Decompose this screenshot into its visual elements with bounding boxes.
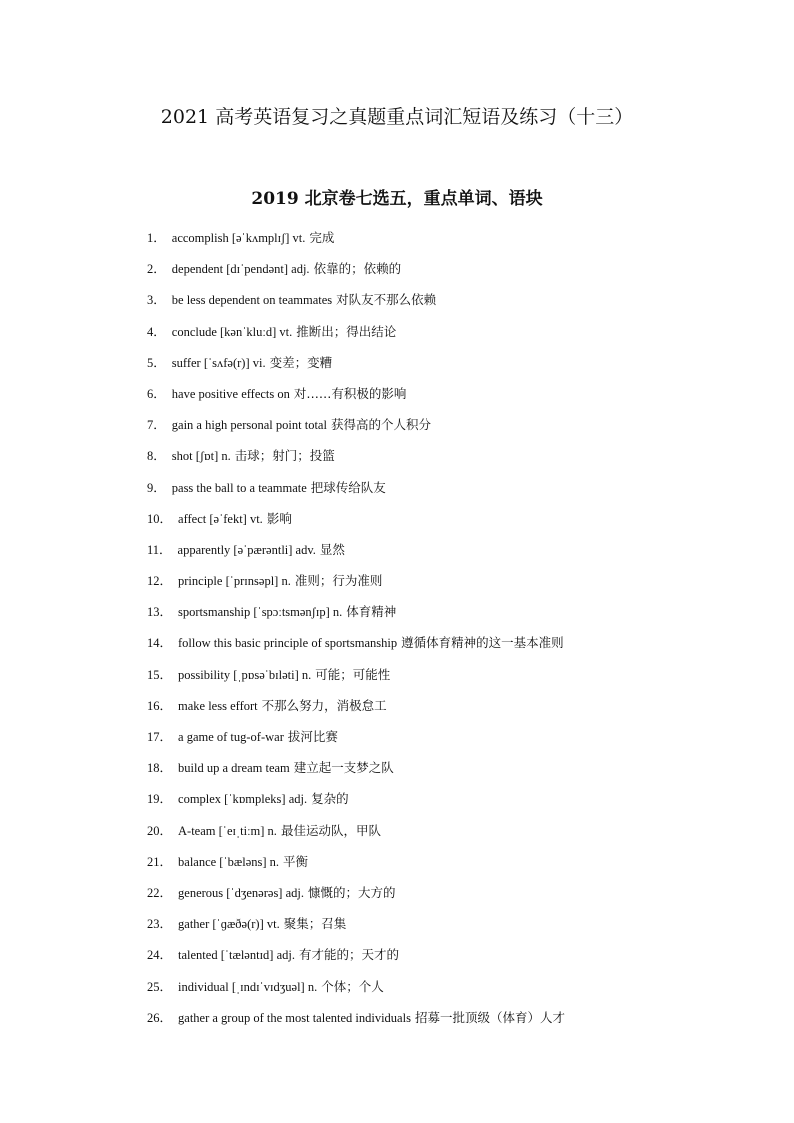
vocab-item-english: gain a high personal point total (171, 418, 327, 433)
vocab-item-chinese: 个体；个人 (321, 978, 384, 994)
vocab-item-number: 14． (147, 636, 173, 651)
vocab-item-chinese: 完成 (309, 230, 335, 245)
vocab-item-number: 5． (147, 355, 166, 370)
vocab-item-number: 1． (147, 231, 166, 245)
vocab-item-english: be less dependent on teammates (171, 293, 333, 308)
vocab-item-number: 15． (147, 667, 173, 682)
vocab-item-chinese: 招募一批顶级（体育）人才 (414, 1009, 565, 1025)
vocab-item-english: have positive effects on (171, 386, 290, 401)
vocab-item (147, 414, 767, 445)
vocab-item-number: 19． (147, 792, 173, 807)
vocab-item-chinese: 建立起一支梦之队 (293, 760, 394, 776)
vocab-item (147, 445, 767, 476)
vocab-item-chinese: 对队友不那么依赖 (336, 292, 437, 308)
vocab-item (147, 632, 767, 663)
vocab-item-number: 21． (147, 854, 173, 869)
vocab-item-number: 12． (147, 574, 173, 589)
vocab-item-english: sportsmanship [ˈspɔːtsmənʃɪp] n. (178, 605, 343, 620)
vocab-item-chinese: 击球；射门；投篮 (234, 448, 335, 464)
vocab-item-number: 10． (147, 511, 173, 526)
vocab-item-chinese: 体育精神 (346, 604, 397, 620)
section-title: 2019 北京卷七选五，重点单词、语块 (251, 189, 543, 209)
vocab-item (147, 851, 767, 882)
vocab-item (147, 383, 767, 414)
vocab-item-chinese: 获得高的个人积分 (330, 417, 431, 433)
vocab-item-number: 3． (147, 293, 166, 308)
vocab-item (147, 882, 767, 913)
vocab-item (147, 726, 767, 757)
vocab-item-number: 6． (147, 386, 166, 401)
vocab-item-english: balance [ˈbæləns] n. (178, 854, 280, 869)
vocab-item-chinese: 变差；变糟 (269, 354, 333, 370)
vocab-item-english: gather a group of the most talented individuals (178, 1010, 411, 1025)
vocab-item-english: complex [ˈkɒmpleks] adj. (178, 792, 308, 807)
vocab-item-chinese: 可能；可能性 (315, 666, 391, 682)
vocab-item-number: 2． (147, 262, 166, 277)
vocab-item-number: 24． (147, 948, 173, 963)
vocab-item-english: pass the ball to a teammate (171, 480, 307, 495)
vocab-item-english: accomplish [əˈkʌmplɪʃ] vt. (171, 231, 306, 245)
vocab-item (147, 289, 767, 320)
vocab-item-chinese: 影响 (266, 510, 292, 526)
vocab-item-chinese: 最佳运动队，甲队 (280, 822, 381, 838)
vocab-item (147, 944, 767, 975)
vocab-item-chinese: 平衡 (283, 853, 309, 869)
vocab-item-number: 25． (147, 979, 173, 994)
vocab-item-number: 7． (147, 418, 166, 433)
vocab-item-english: a game of tug-of-war (178, 730, 284, 744)
vocab-item-chinese: 慷慨的；大方的 (308, 884, 396, 900)
vocab-item-english: conclude [kənˈkluːd] vt. (171, 324, 293, 339)
vocab-item-number: 20． (147, 823, 173, 838)
vocab-item-english: apparently [əˈpærəntli] adv. (177, 542, 316, 557)
vocab-item-chinese: 复杂的 (311, 791, 349, 807)
vocab-item-english: shot [ʃɒt] n. (171, 449, 231, 464)
vocab-item-english: A-team [ˈeɪˌtiːm] n. (178, 823, 277, 838)
vocab-item (147, 757, 767, 788)
vocab-item (147, 695, 767, 726)
vocab-item-chinese: 准则；行为准则 (294, 573, 383, 589)
vocab-item-english: principle [ˈprɪnsəpl] n. (178, 574, 291, 589)
vocab-item (147, 570, 767, 601)
vocab-item-number: 4． (147, 324, 166, 339)
vocab-item (147, 258, 767, 289)
vocab-item (147, 227, 767, 258)
vocab-item-number: 13． (147, 605, 173, 620)
vocab-item-english: generous [ˈdʒenərəs] adj. (178, 885, 304, 900)
vocab-item (147, 321, 767, 352)
vocab-item-chinese: 不那么努力，消极怠工 (261, 697, 387, 713)
vocab-item-number: 23． (147, 917, 173, 932)
vocab-item (147, 508, 767, 539)
vocab-item-number: 18． (147, 761, 173, 776)
vocab-item-chinese: 依靠的；依赖的 (313, 261, 402, 277)
vocab-item-chinese: 聚集；召集 (283, 916, 347, 932)
vocab-item (147, 788, 767, 819)
vocab-item (147, 913, 767, 944)
vocab-item-chinese: 对……有积极的影响 (293, 385, 407, 401)
vocab-item-number: 17． (147, 730, 173, 744)
vocab-item-english: affect [əˈfekt] vt. (178, 511, 263, 526)
vocab-item (147, 664, 767, 695)
vocab-item-number: 16． (147, 698, 173, 713)
vocab-item-english: follow this basic principle of sportsmanship (178, 636, 398, 651)
vocab-item-number: 22． (147, 885, 173, 900)
vocab-item-english: make less effort (178, 698, 258, 713)
vocab-item (147, 820, 767, 851)
vocab-item-chinese: 有才能的；天才的 (299, 947, 400, 963)
vocab-item-english: suffer [ˈsʌfə(r)] vi. (171, 355, 266, 370)
document-title: 2021 高考英语复习之真题重点词汇短语及练习（十三） (160, 106, 634, 128)
vocab-item-chinese: 把球传给队友 (310, 479, 386, 495)
vocab-item (147, 539, 767, 570)
vocab-item-number: 11． (147, 542, 172, 557)
vocab-item-english: dependent [dɪˈpendənt] adj. (171, 262, 310, 277)
vocabulary-list (147, 227, 767, 1038)
vocab-item-number: 9． (147, 480, 166, 495)
vocab-item (147, 976, 767, 1007)
vocab-item (147, 352, 767, 383)
vocab-item-english: talented [ˈtæləntɪd] adj. (178, 948, 295, 963)
vocab-item-chinese: 遵循体育精神的这一基本准则 (401, 635, 564, 651)
vocab-item-english: individual [ˌɪndɪˈvɪdʒuəl] n. (178, 979, 318, 994)
vocab-item-chinese: 拔河比赛 (287, 729, 338, 744)
vocab-item-chinese: 推断出；得出结论 (296, 323, 397, 339)
vocab-item-number: 8． (147, 449, 166, 464)
vocab-item-number: 26． (147, 1010, 173, 1025)
vocab-item-english: gather [ˈɡæðə(r)] vt. (178, 917, 280, 932)
vocab-item (147, 1007, 767, 1038)
vocab-item-english: build up a dream team (178, 761, 290, 776)
vocab-item-english: possibility [ˌpɒsəˈbɪləti] n. (178, 667, 312, 682)
vocab-item (147, 477, 767, 508)
vocab-item (147, 601, 767, 632)
vocab-item-chinese: 显然 (319, 541, 345, 557)
